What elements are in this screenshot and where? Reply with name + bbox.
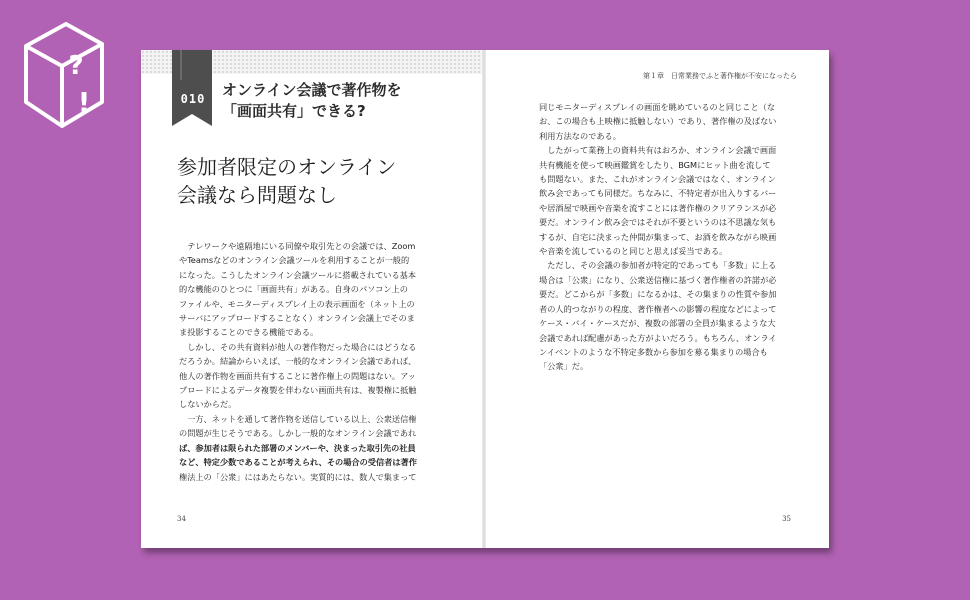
body-text-line: ンイベントのような不特定多数から参加を募る集まりの場合も — [539, 346, 768, 357]
page-number-right: 35 — [782, 515, 791, 523]
body-text-line: やTeamsなどのオンライン会議ツールを利用することが一般的 — [179, 255, 410, 266]
body-text-line: テレワークや遠隔地にいる同僚や取引先との会議では、Zoom — [179, 241, 416, 251]
body-text-line: ま投影することのできる機能である。 — [179, 327, 319, 338]
body-text-line: 要だ。どこからが「多数」になるかは、その集まりの性質や参加 — [539, 289, 777, 300]
body-text-line: するが、自宅に決まった仲間が集まって、お酒を飲みながら映画 — [539, 231, 777, 242]
body-text-line: サーバにアップロードすることなく）オンライン会議上でそのま — [179, 313, 415, 324]
body-text-line: 一方、ネットを通して著作物を送信している以上、公衆送信権 — [179, 413, 417, 424]
body-text-line: 要だ。オンライン飲み会ではそれが不要というのは不思議な気も — [539, 217, 777, 228]
body-text-line: 権法上の「公衆」にはあたらない。実質的には、数人で集まって — [179, 471, 417, 482]
book-gutter — [482, 50, 486, 548]
book-spread — [141, 50, 829, 548]
body-text-line: 利用方法なのである。 — [539, 130, 621, 141]
body-text-line: ケース・バイ・ケースだが、複数の部署の全員が集まるような大 — [539, 318, 776, 329]
chapter-title-line: オンライン会議で著作物を — [222, 81, 402, 99]
body-text-line: しないからだ。 — [179, 399, 237, 410]
body-text-line: お、この場合も上映権に抵触しない）であり、著作権の及ばない — [539, 116, 777, 127]
left-page-body — [179, 239, 441, 484]
body-text-line: 場合は「公衆」になり、公衆送信権に基づく著作権者の許諾が必 — [539, 274, 777, 285]
body-text-line: ただし、その会議の参加者が特定的であっても「多数」に上る — [539, 260, 777, 271]
page-number-left: 34 — [177, 515, 186, 523]
logo-question-mark: ? — [68, 51, 84, 81]
body-text-line: や音楽を流しているのと同じと思えば妥当である。 — [539, 246, 728, 257]
logo-exclamation-mark: ! — [77, 86, 91, 119]
right-page-body — [539, 100, 797, 374]
chapter-ribbon-icon — [172, 50, 212, 126]
question-exclamation-box-icon — [18, 18, 108, 128]
body-text-line: だろうか。結論からいえば、一般的なオンライン会議であれば、 — [179, 356, 417, 367]
body-text-line: ファイルや、モニターディスプレイ上の表示画面を（ネット上の — [179, 298, 415, 309]
body-text-line: プロードによるデータ複製を伴わない画面共有は、複製権に抵触 — [179, 385, 417, 396]
chapter-number: 010 — [180, 92, 206, 106]
body-text-line: や居酒屋で映画や音楽を流すことには著作権のクリアランスが必 — [539, 202, 777, 213]
body-text-line: 者の人的つながりの程度、著作権者への影響の程度などによって — [539, 303, 777, 314]
section-headline — [177, 153, 457, 209]
body-text-line: したがって業務上の資料共有はおろか、オンライン会議で画面 — [539, 145, 777, 156]
chapter-title-line: 「画面共有」できる? — [222, 102, 366, 120]
body-text-line: 同じモニターディスプレイの画面を眺めているのと同じこと（な — [539, 102, 776, 112]
body-text-line: の問題が生じそうである。しかし一般的なオンライン会議であれ — [179, 428, 417, 439]
body-text-line: など、特定少数であることが考えられ、その場合の受信者は著作 — [179, 457, 417, 468]
chapter-title — [222, 80, 482, 122]
body-text-line: 「公衆」だ。 — [539, 361, 589, 372]
body-text-line: 他人の著作物を画面共有することに著作権上の問題はない。アッ — [179, 370, 416, 381]
body-text-line: も問題ない。また、これがオンライン会議ではなく、オンライン — [539, 174, 776, 185]
headline-line: 参加者限定のオンライン — [177, 155, 397, 179]
body-text-line: 共有機能を使って映画鑑賞をしたり、BGMにヒット曲を流して — [539, 159, 771, 170]
body-text-line: 的な機能のひとつに「画面共有」がある。自身のパソコン上の — [179, 284, 408, 295]
body-text-line: 会議であれば配慮があった方がよいだろう。もちろん、オンライ — [539, 332, 777, 343]
running-head: 第１章 日常業務でふと著作権が不安になったら — [643, 72, 797, 80]
body-text-line: ば、参加者は限られた部署のメンバーや、決まった取引先の社員 — [179, 442, 416, 453]
body-text-line: 飲み会であっても同様だ。ちなみに、不特定者が出入りするバー — [539, 188, 777, 199]
headline-line: 会議なら問題なし — [177, 183, 337, 207]
body-text-line: になった。こうしたオンライン会議ツールに搭載されている基本 — [179, 269, 417, 280]
body-text-line: しかし、その共有資料が他人の著作物だった場合にはどうなる — [179, 341, 417, 352]
